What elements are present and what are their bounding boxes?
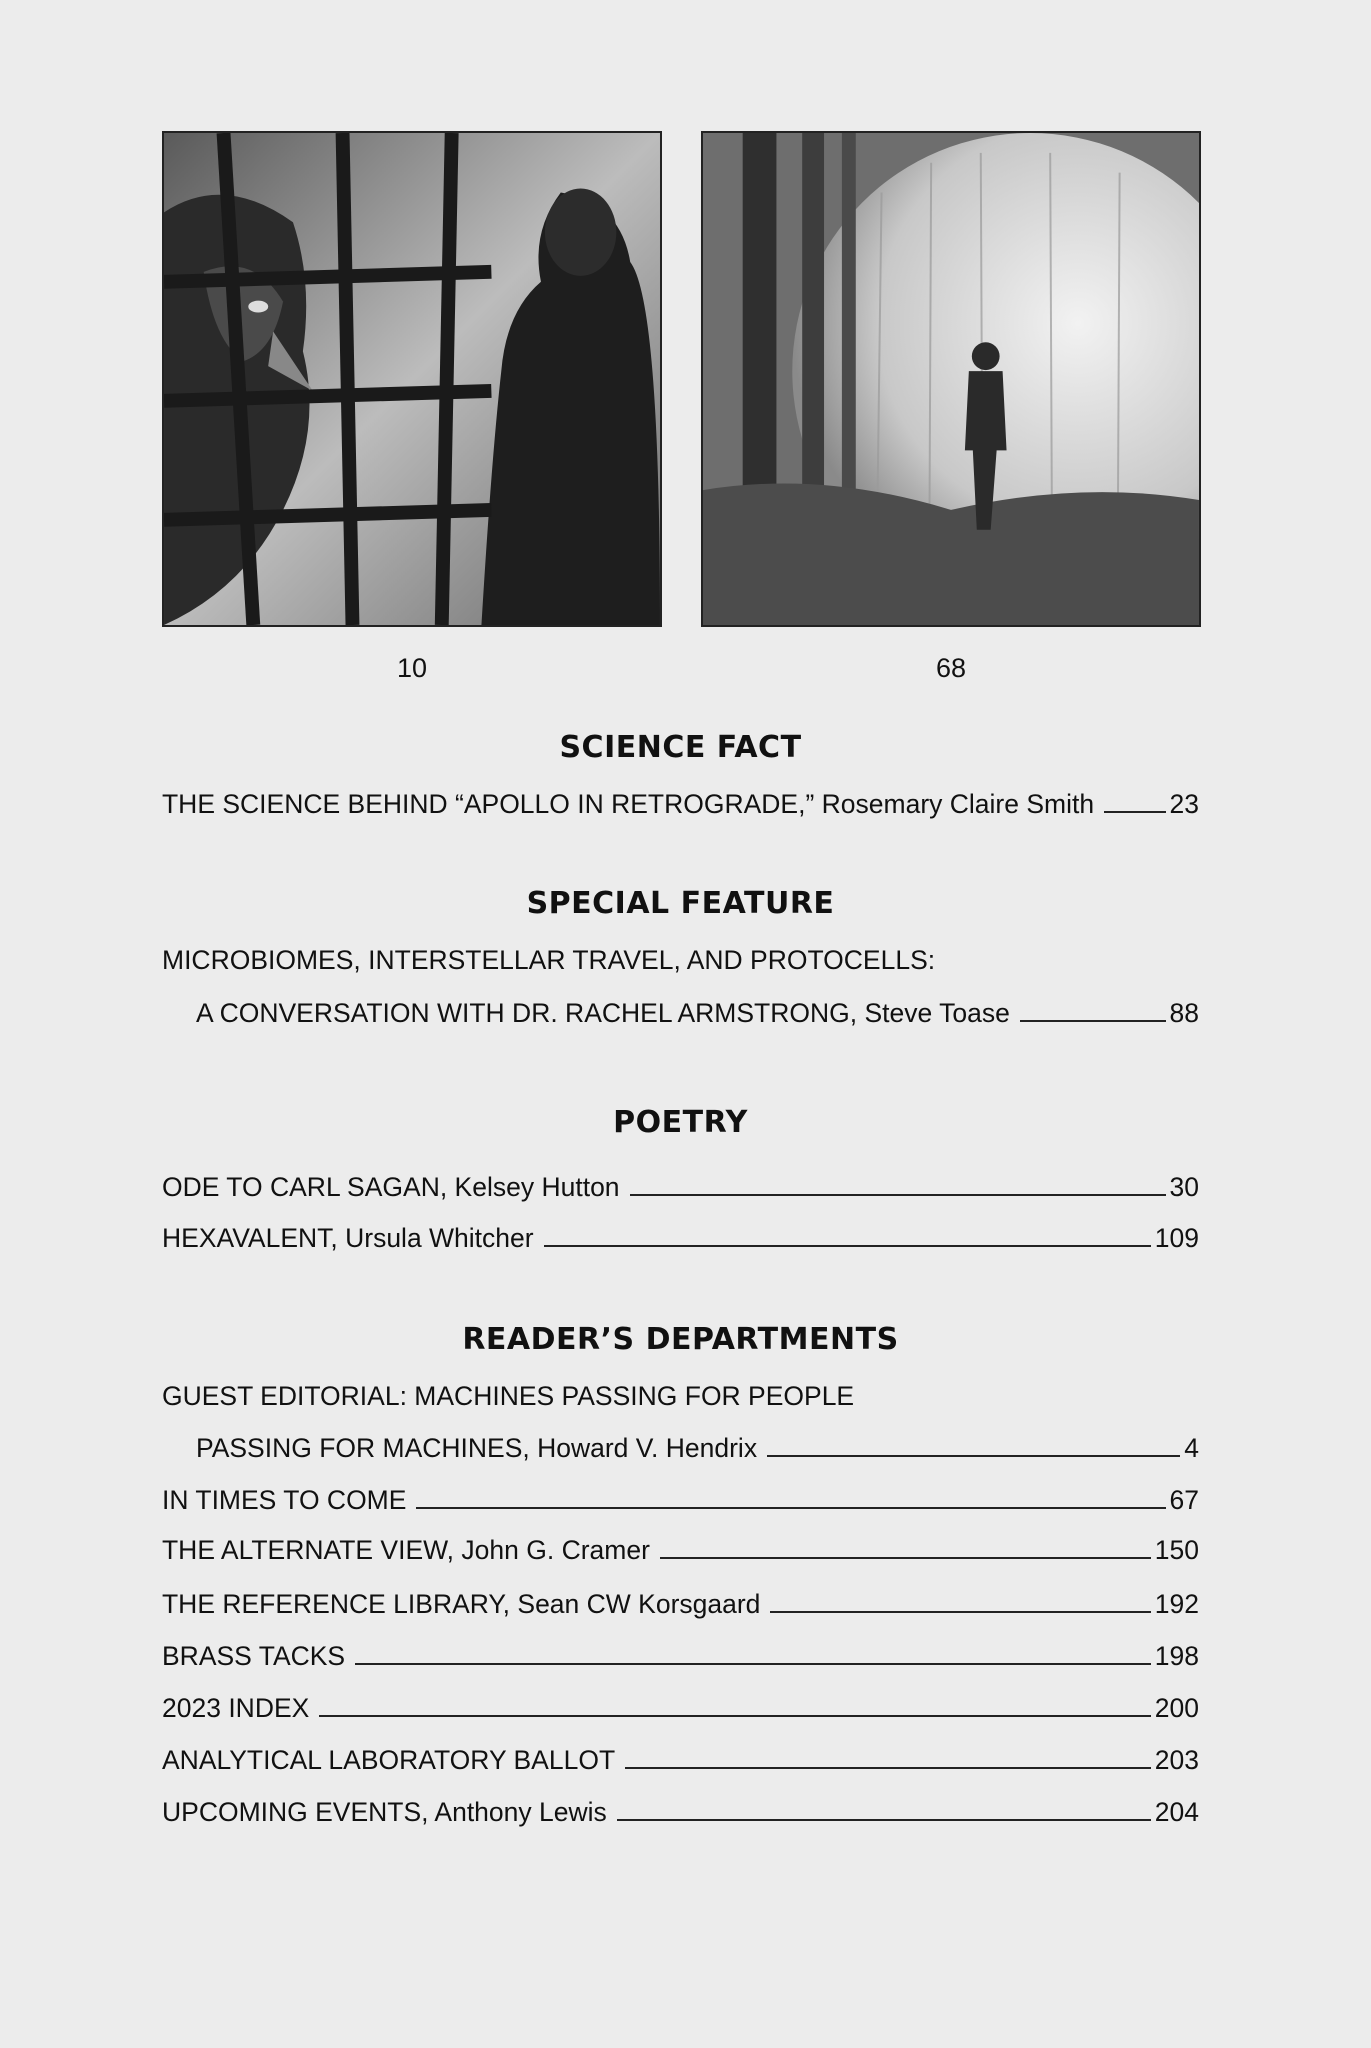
dot-leader — [355, 1663, 1151, 1665]
dot-leader — [319, 1715, 1150, 1717]
man-before-glowing-sphere-illustration-icon — [703, 133, 1199, 625]
section-heading-readers-departments: READER’S DEPARTMENTS — [462, 1322, 899, 1357]
section-heading-special-feature: SPECIAL FEATURE — [526, 886, 835, 921]
toc-entry[interactable] — [162, 1167, 1199, 1203]
toc-entry-page: 4 — [1184, 1433, 1199, 1463]
dot-leader — [660, 1557, 1151, 1559]
toc-entry[interactable] — [162, 1480, 1199, 1516]
toc-entry-page: 109 — [1154, 1223, 1199, 1253]
toc-entry-page: 198 — [1154, 1641, 1199, 1671]
toc-entry[interactable] — [162, 1530, 1199, 1566]
toc-entry-title: THE SCIENCE BEHIND “APOLLO IN RETROGRADE,” Rosemary Claire Smith — [162, 789, 1095, 819]
toc-entry-page: 30 — [1169, 1172, 1199, 1202]
toc-entry-title: THE ALTERNATE VIEW, John G. Cramer — [162, 1535, 650, 1565]
toc-entry[interactable] — [162, 784, 1199, 820]
dot-leader — [617, 1819, 1151, 1821]
dot-leader — [1020, 1020, 1166, 1022]
dot-leader — [630, 1194, 1166, 1196]
toc-entry-page: 203 — [1154, 1745, 1199, 1775]
toc-entry-page: 23 — [1169, 789, 1199, 819]
illustration-caged-creature — [162, 131, 662, 627]
toc-entry-title: 2023 INDEX — [162, 1693, 310, 1723]
toc-entry-page: 192 — [1154, 1589, 1199, 1619]
toc-entry-page: 150 — [1154, 1535, 1199, 1565]
dot-leader — [1104, 811, 1165, 813]
toc-entry-title: A CONVERSATION WITH DR. RACHEL ARMSTRONG, Steve Toase — [196, 998, 1010, 1028]
dot-leader — [544, 1245, 1151, 1247]
toc-entry-title: PASSING FOR MACHINES, Howard V. Hendrix — [196, 1433, 758, 1463]
toc-entry-title: BRASS TACKS — [162, 1641, 346, 1671]
toc-entry-title-line: MICROBIOMES, INTERSTELLAR TRAVEL, AND PROTOCELLS: — [162, 945, 936, 975]
toc-entry-title: HEXAVALENT, Ursula Whitcher — [162, 1223, 534, 1253]
toc-entry[interactable] — [162, 1218, 1199, 1254]
toc-entry-title-line: GUEST EDITORIAL: MACHINES PASSING FOR PEOPLE — [162, 1381, 855, 1411]
section-heading-poetry: POETRY — [613, 1105, 748, 1140]
toc-entry[interactable] — [196, 993, 1199, 1029]
toc-entry-title: ANALYTICAL LABORATORY BALLOT — [162, 1745, 616, 1775]
toc-entry-page: 67 — [1169, 1485, 1199, 1515]
illustration-page-number: 10 — [396, 653, 428, 683]
toc-entry[interactable] — [162, 1584, 1199, 1620]
toc-entry[interactable] — [162, 1740, 1199, 1776]
illustration-page-number: 68 — [935, 653, 967, 683]
toc-entry-title: UPCOMING EVENTS, Anthony Lewis — [162, 1797, 607, 1827]
section-heading-science-fact: SCIENCE FACT — [559, 730, 802, 765]
toc-entry-title: IN TIMES TO COME — [162, 1485, 407, 1515]
dot-leader — [416, 1507, 1165, 1509]
illustration-sphere-forest — [701, 131, 1201, 627]
caged-bird-creature-illustration-icon — [164, 133, 660, 625]
toc-entry[interactable] — [162, 1792, 1199, 1828]
dot-leader — [767, 1455, 1180, 1457]
toc-entry-title: ODE TO CARL SAGAN, Kelsey Hutton — [162, 1172, 620, 1202]
toc-entry-page: 200 — [1154, 1693, 1199, 1723]
toc-entry-title: THE REFERENCE LIBRARY, Sean CW Korsgaard — [162, 1589, 761, 1619]
dot-leader — [770, 1611, 1150, 1613]
toc-entry[interactable] — [162, 1688, 1199, 1724]
toc-entry[interactable] — [196, 1428, 1199, 1464]
dot-leader — [625, 1767, 1151, 1769]
toc-entry-page: 204 — [1154, 1797, 1199, 1827]
toc-entry[interactable] — [162, 1636, 1199, 1672]
toc-entry-page: 88 — [1169, 998, 1199, 1028]
